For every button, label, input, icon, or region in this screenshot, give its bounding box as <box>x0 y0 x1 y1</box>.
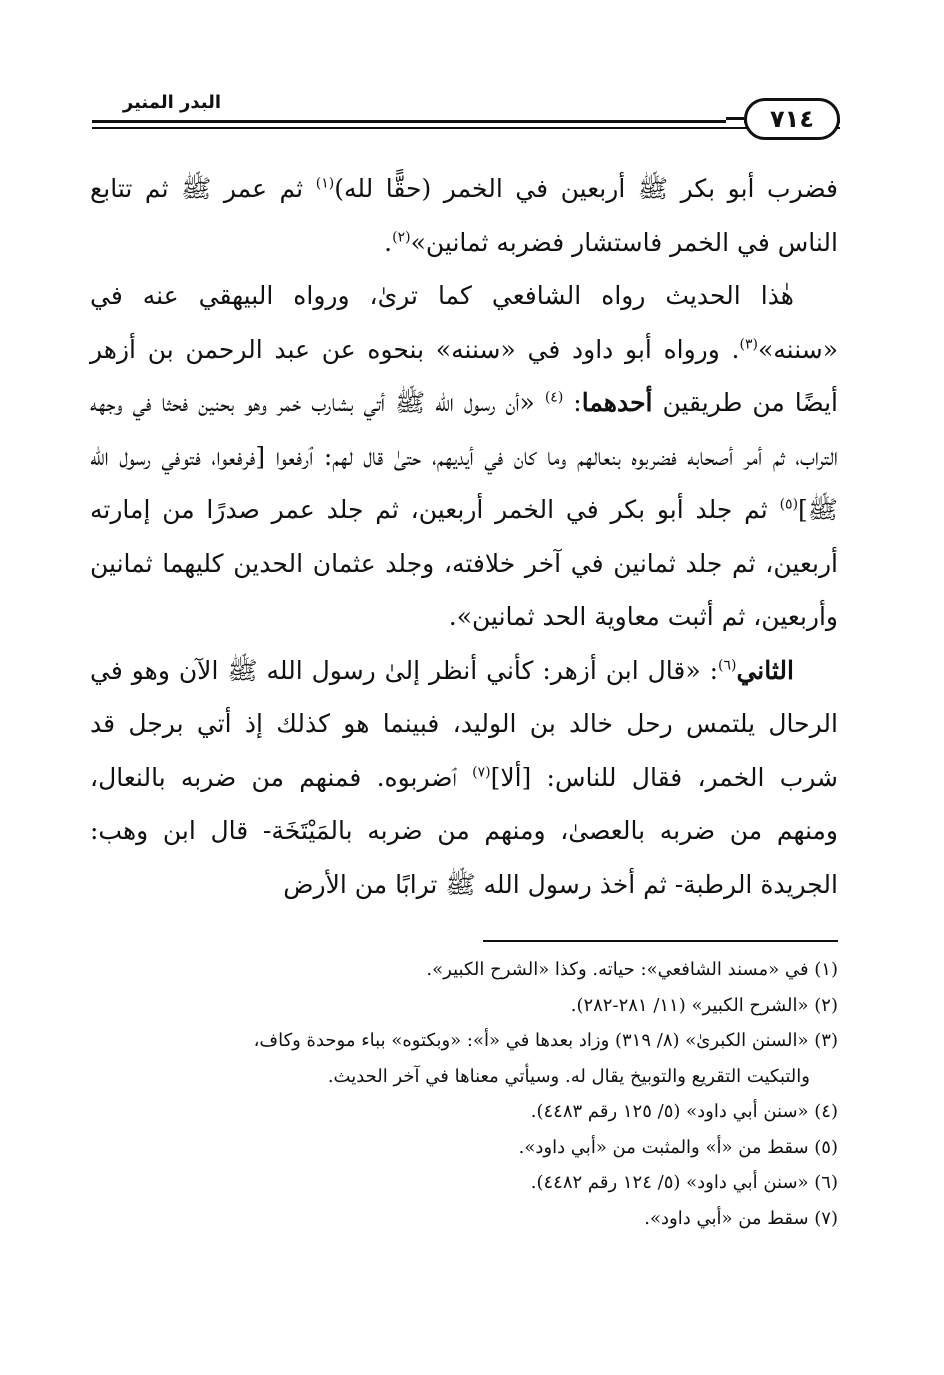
footnote-3-continuation: والتبكيت التقريع والتوبيخ يقال له. وسيأتي معناها في آخر الحديث. <box>327 1065 810 1087</box>
text-segment: : <box>563 388 582 417</box>
page-number: ٧١٤ <box>744 98 840 140</box>
text-segment: هٰذا الحديث رواه الشافعي كما ترىٰ، ورواه البيهقي عنه في «سننه» <box>90 281 838 364</box>
footnote-marker-6: (٦) <box>718 657 737 674</box>
text-segment: ثم عمر ﷺ ثم تتابع الناس في الخمر فاستشار فضربه ثمانين» <box>90 174 838 257</box>
text-segment: «أن رسول الله ﷺ أتي بشارب خمر وهو بحنين فحثا في وجهه التراب، ثم أمر أصحابه فضربوه بنعالهم وما كان في أيديهم، حتىٰ قال لهم: ٱرفعوا [فرفعوا، فتوفي رسول الله ﷺ] <box>90 388 838 524</box>
footnote-marker-7: (٧) <box>472 764 491 781</box>
main-text <box>90 162 838 911</box>
text-segment-bold: أحدهما <box>581 388 653 417</box>
footnote-1: (١) في «مسند الشافعي»: حياته. وكذا «الشرح الكبير». <box>426 959 838 980</box>
footnote-marker-1: (١) <box>315 175 335 192</box>
footnote-5: (٥) سقط من «أ» والمثبت من «أبي داود». <box>518 1136 838 1158</box>
paragraph-3 <box>90 644 838 912</box>
footnote-marker-4: (٤) <box>544 389 564 406</box>
footnote-2: (٢) «الشرح الكبير» (١١/ ٢٨١-٢٨٢). <box>570 994 838 1016</box>
text-segment: ثم جلد أبو بكر في الخمر أربعين، ثم جلد عمر صدرًا من إمارته أربعين، ثم جلد ثمانين في آخر خلافته، وجلد عثمان الحدين كليهما ثمانين وأربعين، ثم أثبت معاوية الحد ثمانين». <box>90 495 838 631</box>
footnote-6: (٦) «سنن أبي داود» (٥/ ١٢٤ رقم ٤٤٨٢). <box>530 1172 838 1193</box>
paragraph-2 <box>90 269 838 644</box>
page-number-tab <box>726 117 744 129</box>
text-segment: ٱضربوه. فمنهم من ضربه بالنعال، ومنهم من ضربه بالعصىٰ، ومنهم من ضربه بالمَيْتَخَة- قال ابن وهب: الجريدة الرطبة- ثم أخذ رسول الله ﷺ ترابًا من الأرض <box>90 762 838 899</box>
footnote-3: (٣) «السنن الكبرىٰ» (٨/ ٣١٩) وزاد بعدها في «أ»: «وبكتوه» بباء موحدة وكاف، <box>253 1030 838 1051</box>
text-segment: . ورواه أبو داود في «سننه» بنحوه عن عبد الرحمن بن أزهر أيضًا من طريقين <box>90 334 838 417</box>
footnote-marker-5: (٥) <box>779 496 799 513</box>
text-segment: : «قال ابن أزهر: كأني أنظر إلىٰ رسول الله ﷺ الآن وهو في الرحال يلتمس رحل خالد بن الوليد، فبينما هو كذلك إذ أتي برجل قد شرب الخمر، فقال للناس: [ألا] <box>90 655 838 792</box>
text-segment: فضرب أبو بكر ﷺ أربعين في الخمر (حقًّا لله) <box>334 174 839 203</box>
running-title: البدر المنير <box>122 92 222 113</box>
footnote-marker-3: (٣) <box>739 336 758 353</box>
footnote-7: (٧) سقط من «أبي داود». <box>644 1207 838 1229</box>
text-segment: . <box>384 227 393 257</box>
footnote-separator <box>483 940 838 942</box>
footnote-marker-2: (٢) <box>392 229 411 246</box>
paragraph-1 <box>90 162 838 269</box>
text-segment-bold: الثاني <box>736 655 794 685</box>
footnotes <box>90 952 838 1236</box>
page-header <box>92 90 840 150</box>
footnote-4: (٤) «سنن أبي داود» (٥/ ١٢٥ رقم ٤٤٨٣). <box>530 1101 838 1122</box>
